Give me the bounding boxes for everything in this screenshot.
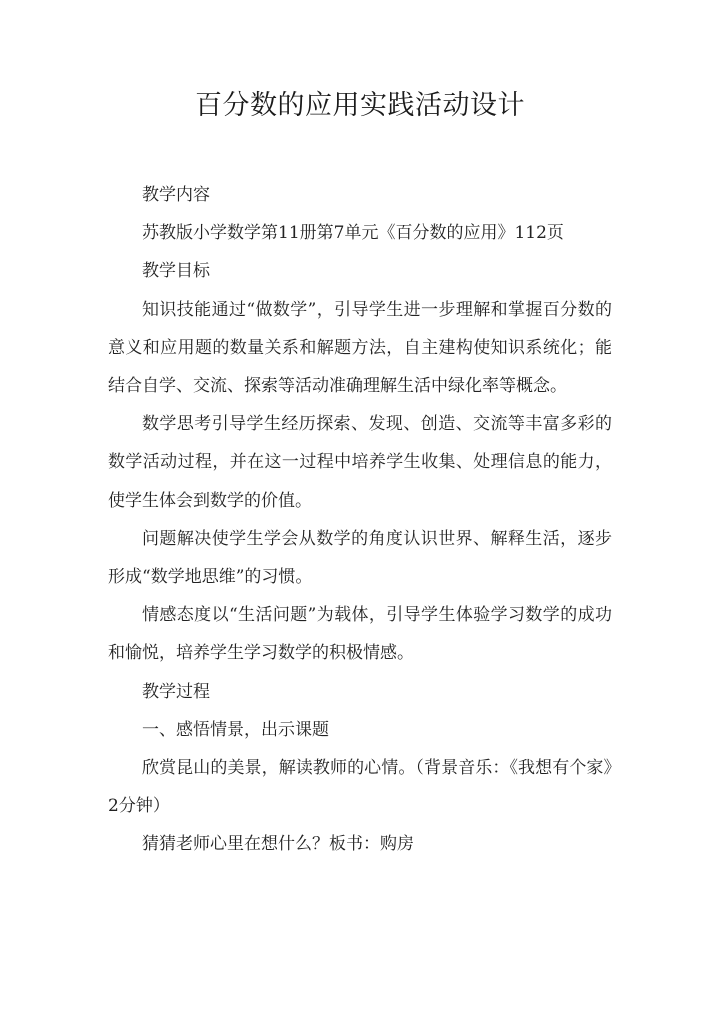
paragraph-knowledge-skills: 知识技能通过“做数学”，引导学生进一步理解和掌握百分数的意义和应用题的数量关系和解题方法，自主建构使知识系统化；能结合自学、交流、探索等活动准确理解生活中绿化率等概念。	[108, 299, 612, 397]
document-body	[108, 176, 612, 864]
section-heading-content: 教学内容	[142, 185, 210, 205]
paragraph-math-thinking: 数学思考引导学生经历探索、发现、创造、交流等丰富多彩的数学活动过程，并在这一过程中培养学生收集、处理信息的能力，使学生体会到数学的价值。	[108, 414, 612, 511]
paragraph-problem-solving: 问题解决使学生学会从数学的角度认识世界、解释生活，逐步形成“数学地思维”的习惯。	[108, 528, 612, 588]
section-heading-objectives: 教学目标	[142, 261, 210, 282]
document-title: 百分数的应用实践活动设计	[195, 90, 525, 121]
subheading-step-one: 一、感悟情景，出示课题	[142, 719, 329, 740]
paragraph-attitude: 情感态度以“生活问题”为载体，引导学生体验学习数学的成功和愉悦，培养学生学习数学的积极情感。	[108, 605, 612, 664]
section-heading-process: 教学过程	[142, 681, 210, 702]
paragraph-textbook: 苏教版小学数学第11册第7单元《百分数的应用》112页	[142, 223, 564, 244]
paragraph-guess: 猜猜老师心里在想什么？板书：购房	[142, 834, 414, 855]
paragraph-scenery: 欣赏昆山的美景，解读教师的心情。（背景音乐：《我想有个家》2分钟）	[108, 758, 612, 817]
